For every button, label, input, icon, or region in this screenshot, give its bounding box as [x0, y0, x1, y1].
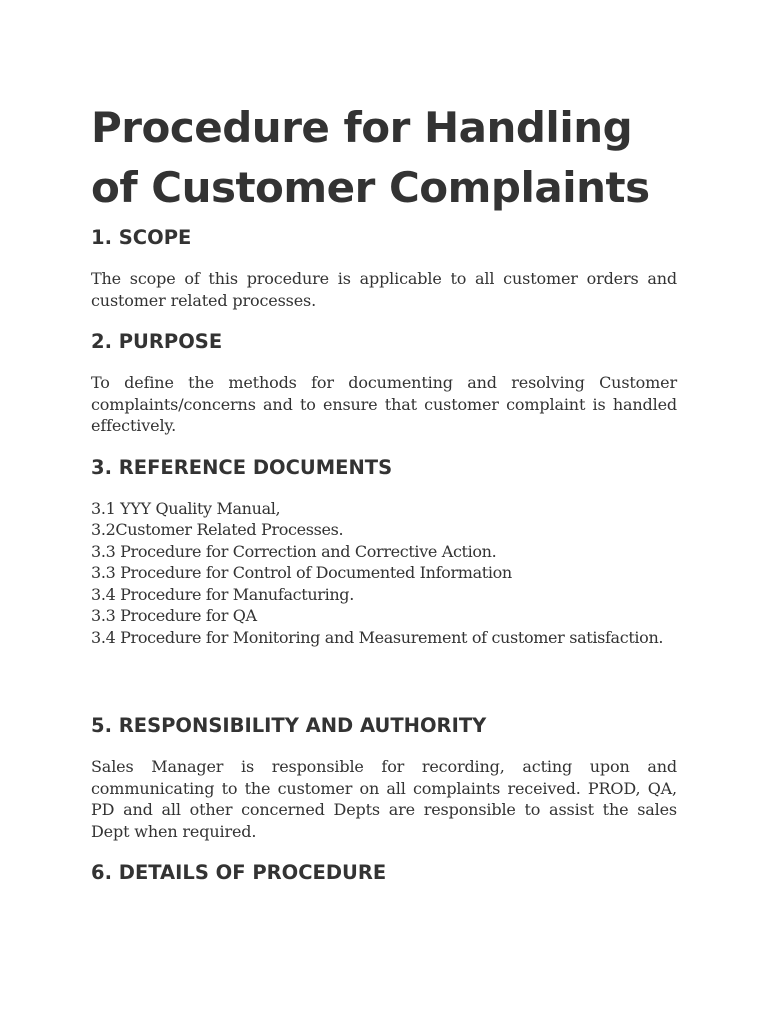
- scope-text: The scope of this procedure is applicable to all customer orders and customer related processes.: [91, 269, 677, 310]
- purpose-heading: 2. PURPOSE: [91, 330, 223, 353]
- scope-heading: 1. SCOPE: [91, 226, 192, 249]
- document-title: Procedure for Handling of Customer Complaints: [91, 103, 650, 212]
- reference-item: 3.3 Procedure for Correction and Corrective Action.: [91, 541, 497, 561]
- section-spacer: [91, 648, 677, 714]
- details-heading: 6. DETAILS OF PROCEDURE: [91, 861, 387, 884]
- reference-item: 3.1 YYY Quality Manual,: [91, 498, 281, 518]
- reference-documents-list: [91, 498, 677, 649]
- purpose-text: To define the methods for documenting and resolving Customer complaints/concerns and to ensure that customer complaint is handled effectively.: [91, 373, 677, 435]
- responsibility-text: Sales Manager is responsible for recording, acting upon and communicating to the customer on all complaints received. PROD, QA, PD and all other concerned Depts are responsible to assist the sales Dept when required.: [91, 757, 677, 841]
- reference-documents-heading: 3. REFERENCE DOCUMENTS: [91, 455, 393, 479]
- reference-item: 3.4 Procedure for Manufacturing.: [91, 584, 354, 604]
- responsibility-heading: 5. RESPONSIBILITY AND AUTHORITY: [91, 714, 487, 737]
- reference-item: 3.4 Procedure for Monitoring and Measurement of customer satisfaction.: [91, 627, 664, 647]
- reference-item: 3.2Customer Related Processes.: [91, 520, 344, 539]
- reference-item: 3.3 Procedure for QA: [91, 606, 257, 625]
- reference-item: 3.3 Procedure for Control of Documented Information: [91, 563, 512, 582]
